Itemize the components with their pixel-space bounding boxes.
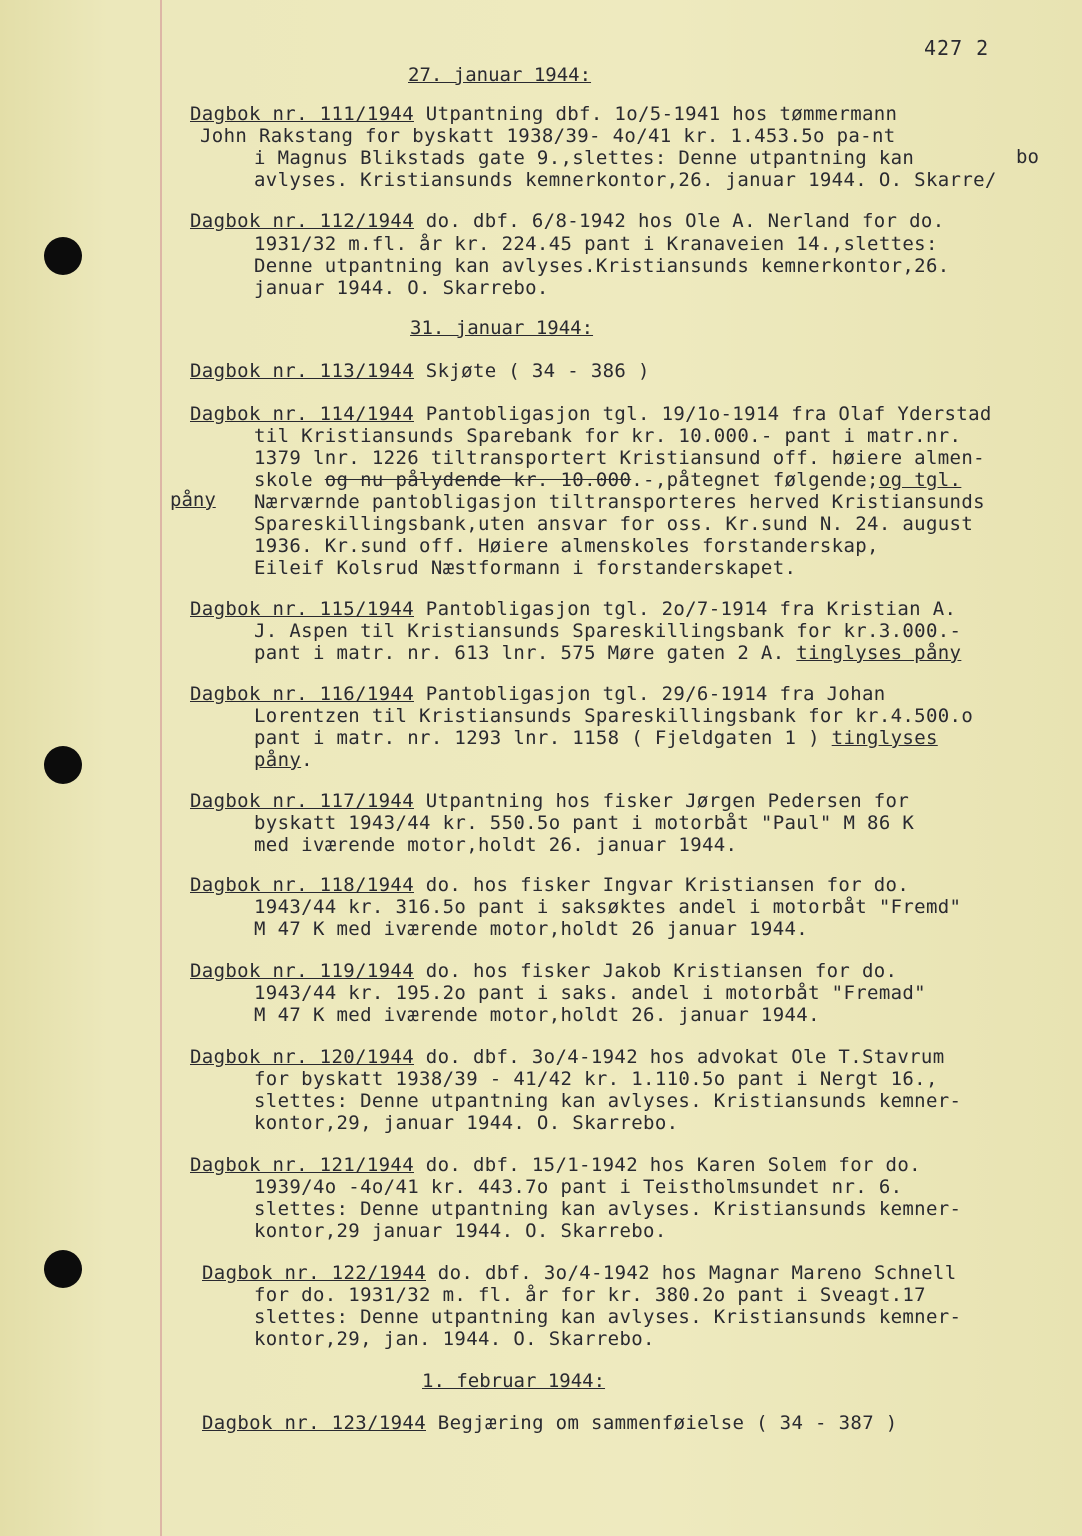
entry-line: avlyses. Kristiansunds kemnerkontor,26. januar 1944. O. Skarre/: [254, 169, 997, 191]
entry-line: Dagbok nr. 113/1944 Skjøte ( 34 - 386 ): [190, 360, 650, 382]
entry-line: John Rakstang for byskatt 1938/39- 4o/41 kr. 1.453.5o pa-nt: [200, 125, 896, 147]
entry-line: Dagbok nr. 120/1944 do. dbf. 3o/4-1942 hos advokat Ole T.Stavrum: [190, 1046, 945, 1068]
entry-line: 1943/44 kr. 195.2o pant i saks. andel i motorbåt "Fremad": [254, 982, 926, 1004]
entry-line: Dagbok nr. 111/1944 Utpantning dbf. 1o/5-1941 hos tømmermann: [190, 103, 898, 125]
entry-reference: Dagbok nr. 112/1944: [190, 210, 414, 232]
entry-line: kontor,29 januar 1944. O. Skarrebo.: [254, 1220, 667, 1242]
entry-line: M 47 K med iværende motor,holdt 26 januar 1944.: [254, 918, 809, 940]
entry-line: 1943/44 kr. 316.5o pant i saksøktes andel i motorbåt "Fremd": [254, 896, 962, 918]
entry-line: 1931/32 m.fl. år kr. 224.45 pant i Kranaveien 14.,slettes:: [254, 233, 938, 255]
page-number: 427 2: [924, 36, 990, 60]
entry-line: Dagbok nr. 114/1944 Pantobligasjon tgl. 19/1o-1914 fra Olaf Yderstad: [190, 403, 992, 425]
entry-line: Dagbok nr. 123/1944 Begjæring om sammenføielse ( 34 - 387 ): [202, 1412, 898, 1434]
entry-line: 1936. Kr.sund off. Høiere almenskoles forstanderskap,: [254, 535, 879, 557]
entry-line: Dagbok nr. 118/1944 do. hos fisker Ingvar Kristiansen for do.: [190, 874, 910, 896]
entry-line: kontor,29, januar 1944. O. Skarrebo.: [254, 1112, 679, 1134]
entry-line: slettes: Denne utpantning kan avlyses. Kristiansunds kemner-: [254, 1306, 962, 1328]
underlined-text: påny: [254, 749, 302, 771]
entry-line: til Kristiansunds Sparebank for kr. 10.000.- pant i matr.nr.: [254, 425, 962, 447]
entry-line: kontor,29, jan. 1944. O. Skarrebo.: [254, 1328, 655, 1350]
underlined-text: tinglyses påny: [796, 642, 962, 664]
entry-reference: Dagbok nr. 115/1944: [190, 598, 414, 620]
entry-line: pant i matr. nr. 1293 lnr. 1158 ( Fjeldgaten 1 ) tinglyses: [254, 727, 938, 749]
date-heading: 1. februar 1944:: [422, 1370, 606, 1392]
entry-line: Nærværnde pantobligasjon tiltransporteres herved Kristiansunds: [254, 491, 985, 513]
struck-text: og nu pålydende kr. 10.000: [324, 469, 632, 491]
entry-reference: Dagbok nr. 122/1944: [202, 1262, 426, 1284]
entry-reference: Dagbok nr. 113/1944: [190, 360, 414, 382]
entry-line: Dagbok nr. 112/1944 do. dbf. 6/8-1942 hos Ole A. Nerland for do.: [190, 210, 945, 232]
margin-note: påny: [170, 489, 216, 511]
date-heading: 31. januar 1944:: [410, 317, 594, 339]
entry-line: påny.: [254, 749, 313, 771]
entry-line: M 47 K med iværende motor,holdt 26. januar 1944.: [254, 1004, 820, 1026]
entry-line: 1379 lnr. 1226 tiltransportert Kristiansund off. høiere almen-: [254, 447, 985, 469]
entry-reference: Dagbok nr. 111/1944: [190, 103, 414, 125]
date-heading: 27. januar 1944:: [408, 64, 592, 86]
entry-reference: Dagbok nr. 114/1944: [190, 403, 414, 425]
entry-line: Dagbok nr. 115/1944 Pantobligasjon tgl. 2o/7-1914 fra Kristian A.: [190, 598, 957, 620]
entry-line: skole og nu pålydende kr. 10.000.-,påtegnet følgende;og tgl.: [254, 469, 962, 491]
entry-line: Dagbok nr. 116/1944 Pantobligasjon tgl. 29/6-1914 fra Johan: [190, 683, 886, 705]
entry-line: byskatt 1943/44 kr. 550.5o pant i motorbåt "Paul" M 86 K: [254, 812, 915, 834]
entry-line: Denne utpantning kan avlyses.Kristiansunds kemnerkontor,26.: [254, 255, 950, 277]
entry-line: Dagbok nr. 119/1944 do. hos fisker Jakob Kristiansen for do.: [190, 960, 898, 982]
entry-line: pant i matr. nr. 613 lnr. 575 Møre gaten 2 A. tinglyses påny: [254, 642, 962, 664]
entry-line: Dagbok nr. 122/1944 do. dbf. 3o/4-1942 hos Magnar Mareno Schnell: [202, 1262, 957, 1284]
underlined-text: tinglyses: [831, 727, 938, 749]
punch-hole: [44, 746, 82, 784]
entry-line: Dagbok nr. 121/1944 do. dbf. 15/1-1942 hos Karen Solem for do.: [190, 1154, 921, 1176]
punch-hole: [44, 1250, 82, 1288]
entry-line: slettes: Denne utpantning kan avlyses. Kristiansunds kemner-: [254, 1090, 962, 1112]
underlined-text: og tgl.: [878, 469, 962, 491]
entry-reference: Dagbok nr. 118/1944: [190, 874, 414, 896]
entry-line: med iværende motor,holdt 26. januar 1944.: [254, 834, 738, 856]
punch-hole: [44, 237, 82, 275]
entry-line: Dagbok nr. 117/1944 Utpantning hos fisker Jørgen Pedersen for: [190, 790, 910, 812]
entry-line: januar 1944. O. Skarrebo.: [254, 277, 549, 299]
entry-reference: Dagbok nr. 120/1944: [190, 1046, 414, 1068]
entry-line: slettes: Denne utpantning kan avlyses. Kristiansunds kemner-: [254, 1198, 962, 1220]
entry-reference: Dagbok nr. 123/1944: [202, 1412, 426, 1434]
entry-line: J. Aspen til Kristiansunds Spareskillingsbank for kr.3.000.-: [254, 620, 962, 642]
entry-line: Spareskillingsbank,uten ansvar for oss. Kr.sund N. 24. august: [254, 513, 974, 535]
entry-line: for byskatt 1938/39 - 41/42 kr. 1.110.5o pant i Nergt 16.,: [254, 1068, 938, 1090]
entry-line: i Magnus Blikstads gate 9.,slettes: Denne utpantning kan: [254, 147, 915, 169]
entry-line: Eileif Kolsrud Næstformann i forstanderskapet.: [254, 557, 797, 579]
entry-line: Lorentzen til Kristiansunds Spareskillingsbank for kr.4.500.o: [254, 705, 974, 727]
margin-rule: [160, 0, 162, 1536]
entry-line: 1939/4o -4o/41 kr. 443.7o pant i Teistholmsundet nr. 6.: [254, 1176, 903, 1198]
entry-reference: Dagbok nr. 119/1944: [190, 960, 414, 982]
entry-line: for do. 1931/32 m. fl. år for kr. 380.2o pant i Sveagt.17: [254, 1284, 926, 1306]
entry-reference: Dagbok nr. 121/1944: [190, 1154, 414, 1176]
entry-reference: Dagbok nr. 116/1944: [190, 683, 414, 705]
entry-reference: Dagbok nr. 117/1944: [190, 790, 414, 812]
corner-note: bo: [1016, 146, 1039, 168]
